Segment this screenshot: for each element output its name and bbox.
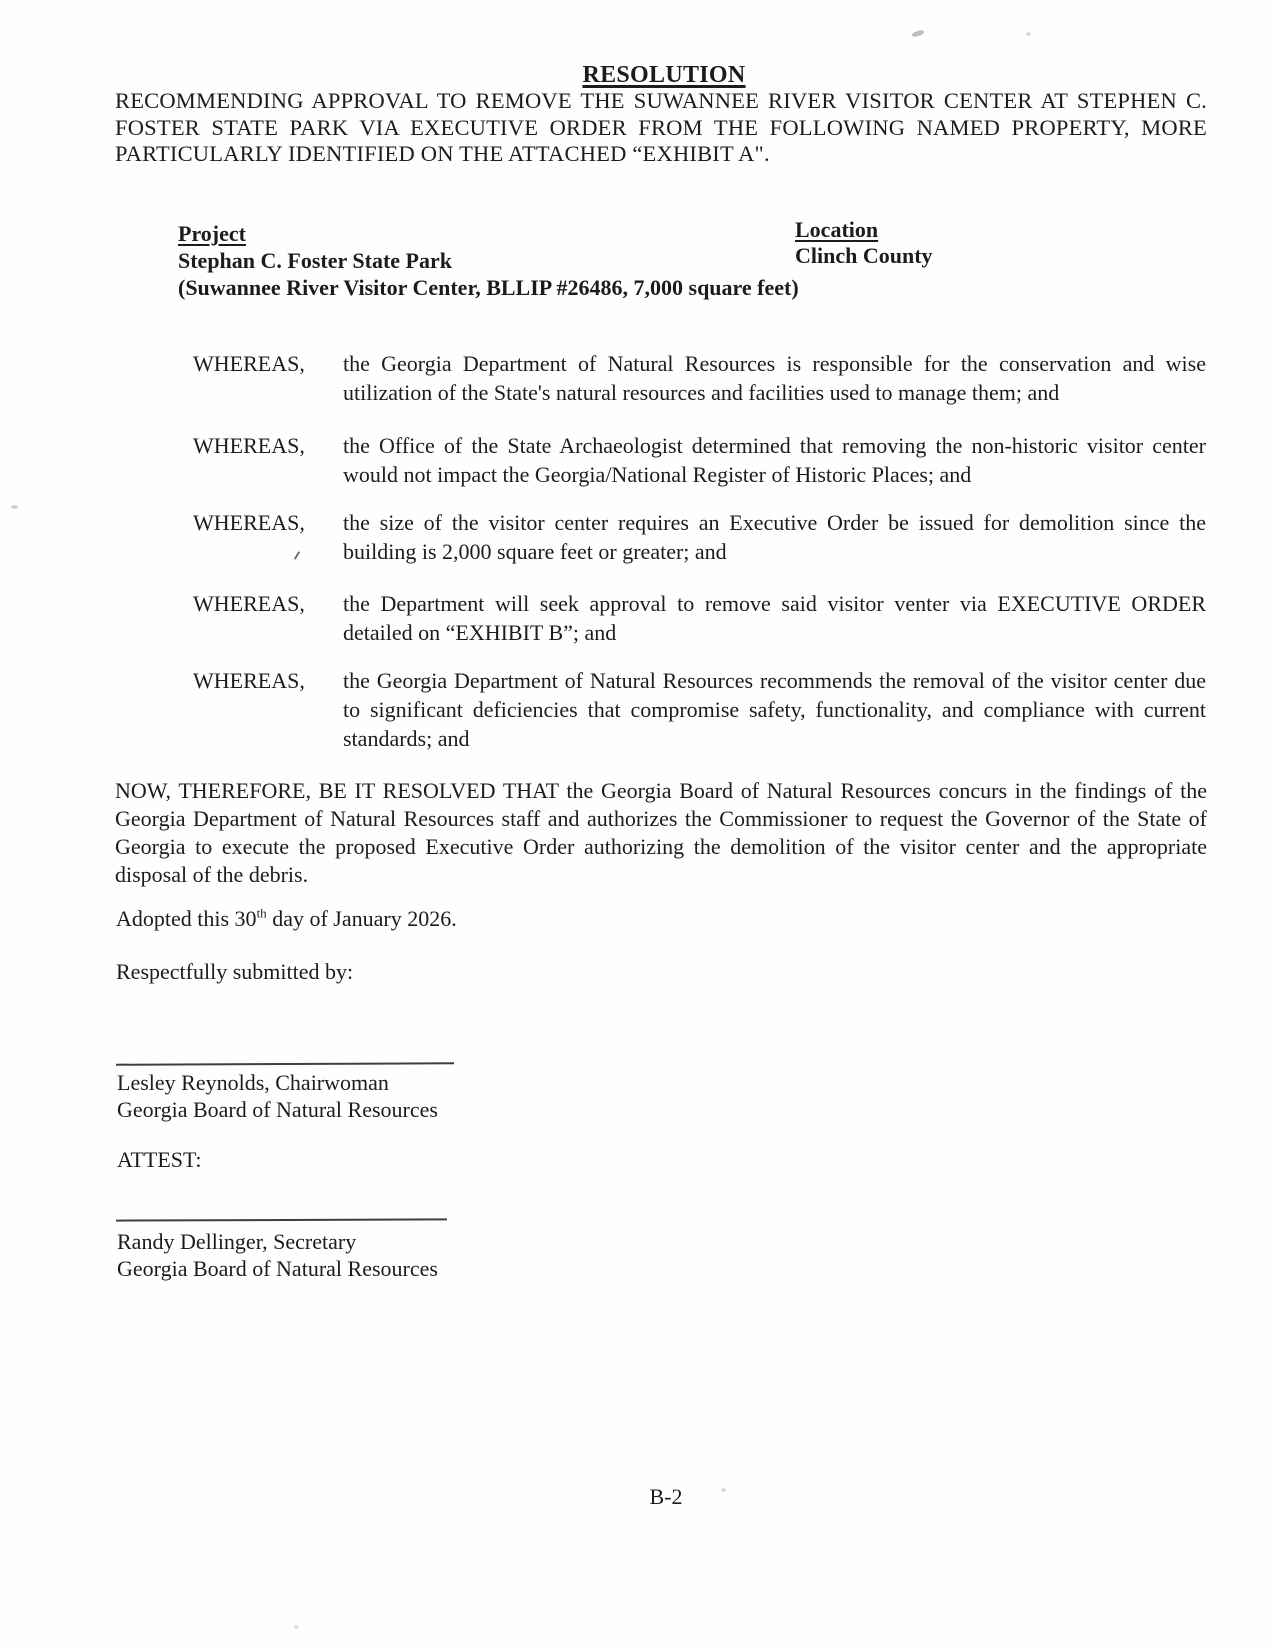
secretary-name: Randy Dellinger, Secretary [117,1229,357,1254]
page-number: B-2 [649,1484,683,1509]
project-name: Stephan C. Foster State Park [178,248,452,273]
attest-label: ATTEST: [117,1147,202,1172]
whereas-label: WHEREAS, [193,668,305,693]
whereas-label: WHEREAS, [193,591,305,616]
whereas-clause-1 [193,349,1206,407]
whereas-clause-4 [193,589,1206,647]
signature-line-chairwoman [116,1062,454,1065]
scan-artifact [294,1625,299,1629]
scan-artifact [912,29,925,37]
whereas-label: WHEREAS, [193,510,305,535]
whereas-text: the size of the visitor center requires an Executive Order be issued for demolition since the building is 2,000 square feet or greater; and [343,510,1206,564]
resolution-heading [115,88,1207,168]
location-value: Clinch County [795,243,933,268]
scan-artifact [11,505,18,509]
adoption-prefix: Adopted this 30 [116,906,257,931]
whereas-clause-2 [193,431,1206,489]
resolved-paragraph: NOW, THEREFORE, BE IT RESOLVED THAT the Georgia Board of Natural Resources concurs in the findings of the Georgia Department of Natural Resources staff and authorizes the Commissioner to request the Governor of the State of Georgia to execute the proposed Executive Order authorizing the demolition of the visitor center and the appropriate disposal of the debris. [115,778,1207,887]
chairwoman-name: Lesley Reynolds, Chairwoman [117,1070,389,1095]
whereas-label: WHEREAS, [193,433,305,458]
chairwoman-org: Georgia Board of Natural Resources [117,1097,438,1122]
heading-line-1: RECOMMENDING APPROVAL TO REMOVE THE SUWANNEE RIVER VISITOR CENTER AT STEPHEN C. [115,88,1207,113]
scan-artifact [721,1488,726,1492]
submitted-by-line: Respectfully submitted by: [116,959,354,984]
project-detail: (Suwannee River Visitor Center, BLLIP #26486, 7,000 square feet) [178,275,799,300]
whereas-clause-5 [193,666,1206,753]
adoption-ordinal-superscript: th [256,905,267,921]
secretary-org: Georgia Board of Natural Resources [117,1256,438,1281]
adoption-suffix: day of January 2026. [266,906,457,931]
chairwoman-signature-block [117,1069,438,1123]
project-block [178,220,799,301]
whereas-text: the Georgia Department of Natural Resources recommends the removal of the visitor center due to significant deficiencies that compromise safety, functionality, and compliance with current standards; and [343,668,1206,751]
location-block [795,217,933,269]
document-title: RESOLUTION [582,62,746,88]
secretary-signature-block [117,1228,438,1282]
whereas-text: the Department will seek approval to remove said visitor venter via EXECUTIVE ORDER detailed on “EXHIBIT B”; and [343,591,1206,645]
whereas-text: the Office of the State Archaeologist determined that removing the non-historic visitor center would not impact the Georgia/National Register of Historic Places; and [343,433,1206,487]
heading-line-2: FOSTER STATE PARK VIA EXECUTIVE ORDER FROM THE FOLLOWING NAMED PROPERTY, MORE [115,114,1207,140]
signature-line-secretary [116,1218,447,1221]
location-label: Location [795,217,879,242]
whereas-label: WHEREAS, [193,351,305,376]
scan-artifact [1026,32,1031,36]
heading-line-3: PARTICULARLY IDENTIFIED ON THE ATTACHED “EXHIBIT A". [115,141,770,166]
whereas-clause-3 [193,508,1206,566]
project-label: Project [178,221,246,246]
whereas-text: the Georgia Department of Natural Resources is responsible for the conservation and wise utilization of the State's natural resources and facilities used to manage them; and [343,351,1206,405]
adoption-date-line [116,906,457,932]
